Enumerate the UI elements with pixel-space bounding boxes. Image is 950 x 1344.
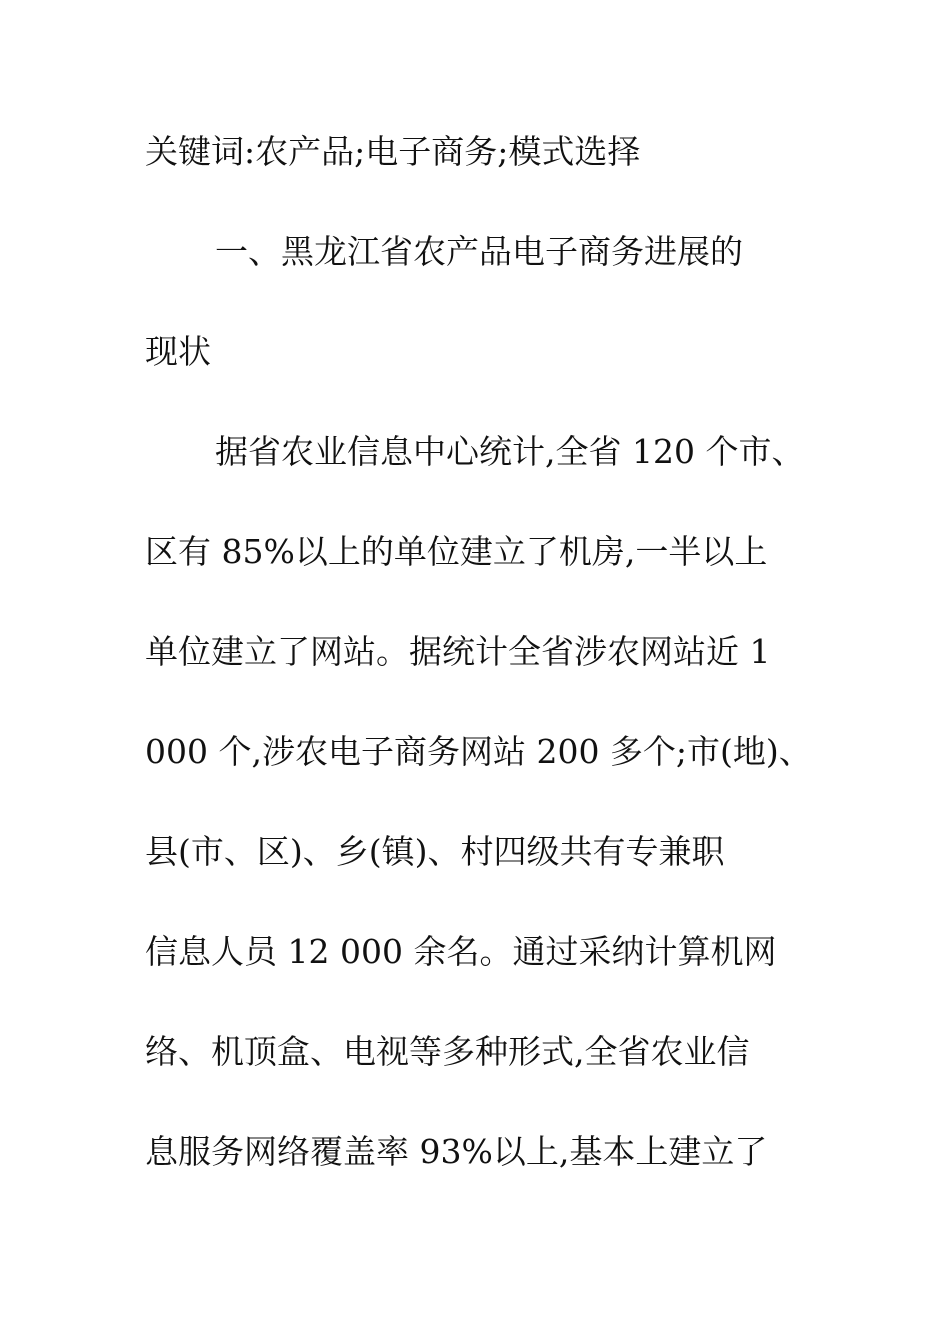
- keywords-line: 关键词:农产品;电子商务;模式选择: [145, 132, 641, 171]
- paragraph-line-4: 000 个,涉农电子商务网站 200 多个;市(地)、: [145, 732, 812, 771]
- section-heading-line-1: 一、黑龙江省农产品电子商务进展的: [215, 232, 743, 271]
- paragraph-line-6: 信息人员 12 000 余名。通过采纳计算机网: [145, 932, 777, 971]
- section-heading-line-2: 现状: [145, 332, 211, 371]
- paragraph-line-1: 据省农业信息中心统计,全省 120 个市、: [215, 432, 805, 471]
- paragraph-line-8: 息服务网络覆盖率 93%以上,基本上建立了: [145, 1132, 768, 1171]
- paragraph-line-2: 区有 85%以上的单位建立了机房,一半以上: [145, 532, 768, 571]
- paragraph-line-3: 单位建立了网站。据统计全省涉农网站近 1: [145, 632, 771, 671]
- paragraph-line-5: 县(市、区)、乡(镇)、村四级共有专兼职: [145, 832, 725, 871]
- paragraph-line-7: 络、机顶盒、电视等多种形式,全省农业信: [145, 1032, 750, 1071]
